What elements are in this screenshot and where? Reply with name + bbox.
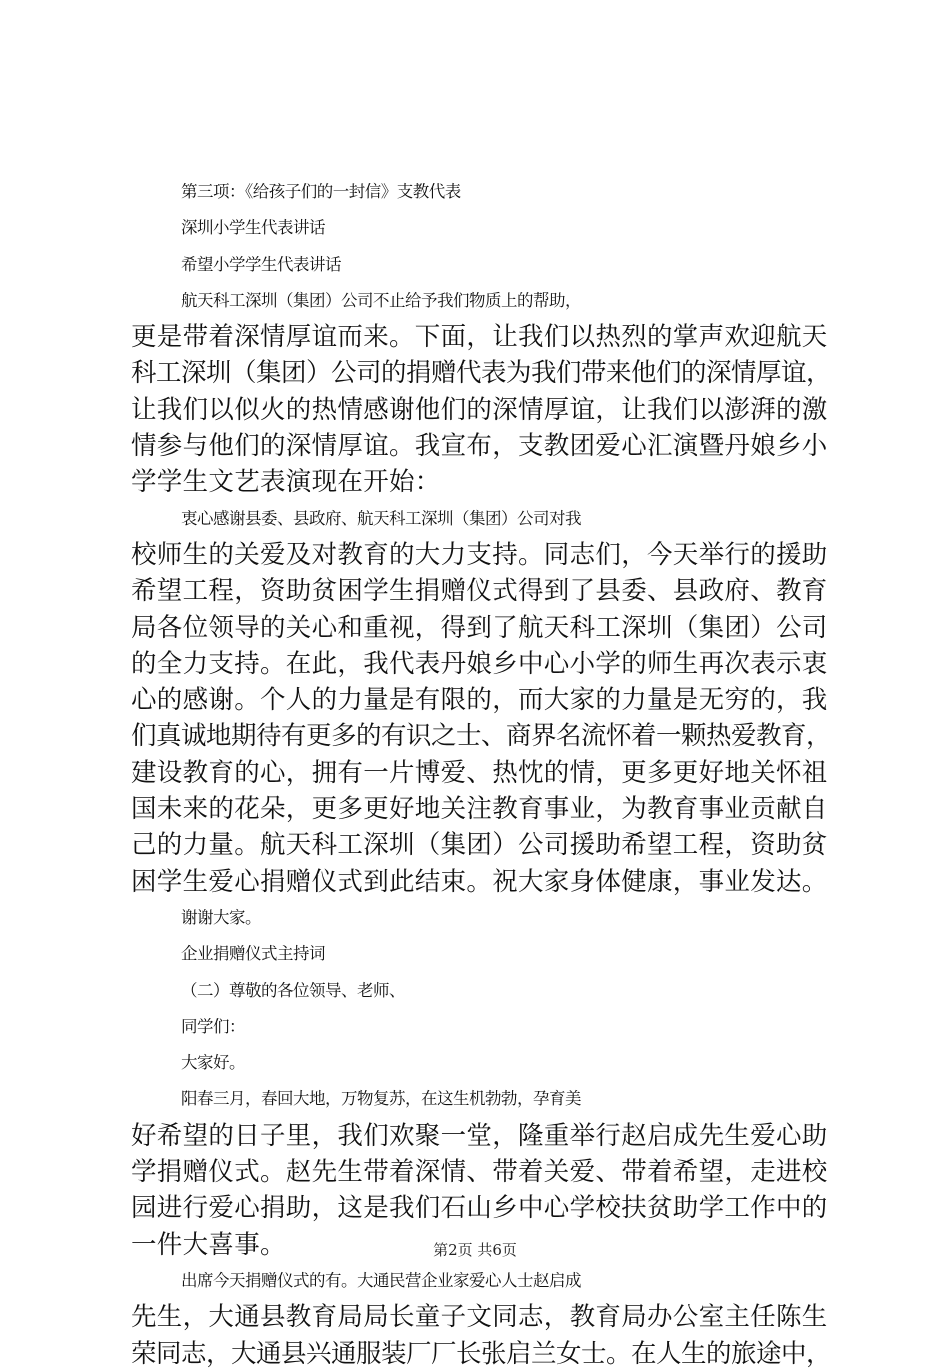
- text-line: 校师生的关爱及对教育的大力支持。同志们，今天举行的援助: [131, 539, 828, 570]
- text-line: 第三项：《给孩子们的一封信》支教代表: [181, 182, 461, 201]
- text-line: 航天科工深圳（集团）公司不止给予我们物质上的帮助，: [181, 290, 581, 310]
- text-line: 园进行爱心捐助，这是我们石山乡中心学校扶贫助学工作中的: [131, 1193, 828, 1224]
- text-line: 先生，大通县教育局局长童子文同志，教育局办公室主任陈生: [131, 1302, 828, 1333]
- text-line: 阳春三月，春回大地，万物复苏，在这生机勃勃，孕育美: [181, 1089, 581, 1109]
- text-line: 情参与他们的深情厚谊。我宣布，支教团爱心汇演暨丹娘乡小: [131, 431, 828, 462]
- text-line: 衷心感谢县委、县政府、航天科工深圳（集团）公司对我: [181, 508, 581, 528]
- text-line: 科工深圳（集团）公司的捐赠代表为我们带来他们的深情厚谊，: [131, 358, 832, 389]
- text-line: 学学生文艺表演现在开始：: [131, 467, 441, 498]
- text-line: 困学生爱心捐赠仪式到此结束。祝大家身体健康，事业发达。: [131, 866, 828, 897]
- text-line: 希望工程，资助贫困学生捐赠仪式得到了县委、县政府、教育: [131, 576, 828, 607]
- text-line: 学捐赠仪式。赵先生带着深情、带着关爱、带着希望，走进校: [131, 1157, 828, 1188]
- text-line: （二）尊敬的各位领导、老师、: [181, 980, 405, 1000]
- text-line: 心的感谢。个人的力量是有限的，而大家的力量是无穷的，我: [131, 685, 828, 716]
- text-line: 出席今天捐赠仪式的有。大通民营企业家爱心人士赵启成: [181, 1270, 581, 1290]
- text-line: 让我们以似火的热情感谢他们的深情厚谊，让我们以澎湃的激: [131, 394, 828, 425]
- document-body: [131, 174, 835, 1372]
- text-line: 企业捐赠仪式主持词: [181, 944, 325, 964]
- text-line: 深圳小学生代表讲话: [181, 218, 325, 238]
- text-line: 的全力支持。在此，我代表丹娘乡中心小学的师生再次表示衷: [131, 648, 828, 679]
- text-line: 一件大喜事。: [131, 1229, 286, 1260]
- text-line: 希望小学学生代表讲话: [181, 254, 341, 274]
- text-line: 荣同志，大通县兴通服装厂厂长张启兰女士。在人生的旅途中，: [131, 1338, 832, 1369]
- text-line: 们真诚地期待有更多的有识之士、商界名流怀着一颗热爱教育，: [131, 721, 832, 752]
- text-line: 己的力量。航天科工深圳（集团）公司援助希望工程，资助贫: [131, 830, 828, 861]
- text-line: 建设教育的心，拥有一片博爱、热忱的情，更多更好地关怀祖: [131, 757, 828, 788]
- text-line: 谢谢大家。: [181, 907, 261, 927]
- text-line: 国未来的花朵，更多更好地关注教育事业，为教育事业贡献自: [131, 794, 828, 825]
- text-line: 好希望的日子里，我们欢聚一堂，隆重举行赵启成先生爱心助: [131, 1120, 828, 1151]
- text-line: 局各位领导的关心和重视，得到了航天科工深圳（集团）公司: [131, 612, 828, 643]
- page-footer: 第2页 共6页: [433, 1241, 517, 1259]
- text-line: 同学们：: [181, 1016, 245, 1036]
- text-line: 更是带着深情厚谊而来。下面，让我们以热烈的掌声欢迎航天: [131, 322, 828, 353]
- text-line: 大家好。: [181, 1053, 245, 1073]
